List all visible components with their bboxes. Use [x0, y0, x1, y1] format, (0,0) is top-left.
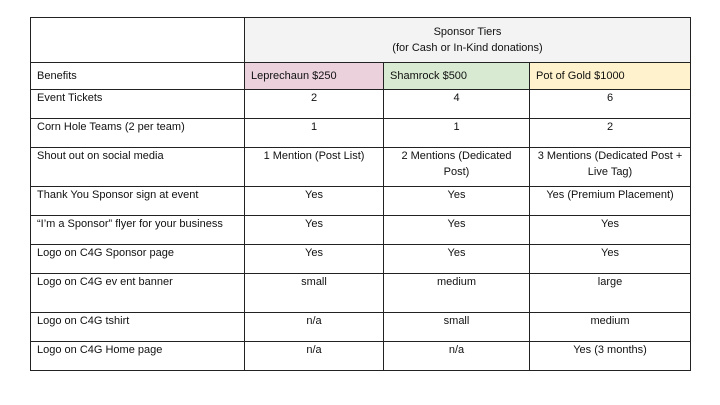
tier-value-cell: 2 Mentions (Dedicated Post) — [384, 148, 530, 187]
table-title-line2: (for Cash or In-Kind donations) — [392, 42, 543, 54]
table-row — [31, 119, 691, 148]
tier-value-cell: Yes — [530, 245, 691, 274]
tier-value-cell: Yes (Premium Placement) — [530, 187, 691, 216]
tier-value-cell: n/a — [245, 313, 384, 342]
table-header-row — [31, 63, 691, 90]
table-title — [245, 18, 691, 63]
table-row — [31, 313, 691, 342]
benefit-cell: Thank You Sponsor sign at event — [31, 187, 245, 216]
tier-value-cell: large — [530, 274, 691, 313]
table-title-line1: Sponsor Tiers — [433, 26, 502, 38]
table-row — [31, 342, 691, 371]
table-row — [31, 274, 691, 313]
tier-header-leprechaun: Leprechaun $250 — [245, 63, 384, 90]
table-body — [31, 90, 691, 371]
table-row — [31, 245, 691, 274]
tier-value-cell: Yes — [245, 187, 384, 216]
tier-value-cell: Yes — [530, 216, 691, 245]
tier-value-cell: small — [384, 313, 530, 342]
tier-value-cell: 6 — [530, 90, 691, 119]
benefit-cell: “I’m a Sponsor” flyer for your business — [31, 216, 245, 245]
tier-value-cell: Yes — [245, 216, 384, 245]
table-row — [31, 187, 691, 216]
tier-value-cell: 2 — [530, 119, 691, 148]
sponsor-tiers-table — [30, 17, 691, 371]
blank-corner-cell — [31, 18, 245, 63]
tier-value-cell: Yes (3 months) — [530, 342, 691, 371]
tier-value-cell: 3 Mentions (Dedicated Post + Live Tag) — [530, 148, 691, 187]
table-row — [31, 148, 691, 187]
tier-value-cell: medium — [530, 313, 691, 342]
tier-header-shamrock: Shamrock $500 — [384, 63, 530, 90]
benefits-header: Benefits — [31, 63, 245, 90]
table-row — [31, 90, 691, 119]
benefit-cell: Logo on C4G ev ent banner — [31, 274, 245, 313]
benefit-cell: Shout out on social media — [31, 148, 245, 187]
tier-value-cell: n/a — [384, 342, 530, 371]
tier-value-cell: small — [245, 274, 384, 313]
tier-value-cell: Yes — [384, 187, 530, 216]
benefit-cell: Corn Hole Teams (2 per team) — [31, 119, 245, 148]
tier-value-cell: medium — [384, 274, 530, 313]
tier-value-cell: n/a — [245, 342, 384, 371]
tier-value-cell: 1 — [384, 119, 530, 148]
benefit-cell: Event Tickets — [31, 90, 245, 119]
tier-value-cell: 2 — [245, 90, 384, 119]
benefit-cell: Logo on C4G Home page — [31, 342, 245, 371]
tier-value-cell: 1 Mention (Post List) — [245, 148, 384, 187]
tier-value-cell: 1 — [245, 119, 384, 148]
tier-value-cell: 4 — [384, 90, 530, 119]
tier-value-cell: Yes — [245, 245, 384, 274]
table-title-row — [31, 18, 691, 63]
benefit-cell: Logo on C4G Sponsor page — [31, 245, 245, 274]
tier-value-cell: Yes — [384, 216, 530, 245]
benefit-cell: Logo on C4G tshirt — [31, 313, 245, 342]
table-row — [31, 216, 691, 245]
sponsor-tiers-document — [30, 17, 690, 371]
tier-value-cell: Yes — [384, 245, 530, 274]
tier-header-pot-of-gold: Pot of Gold $1000 — [530, 63, 691, 90]
